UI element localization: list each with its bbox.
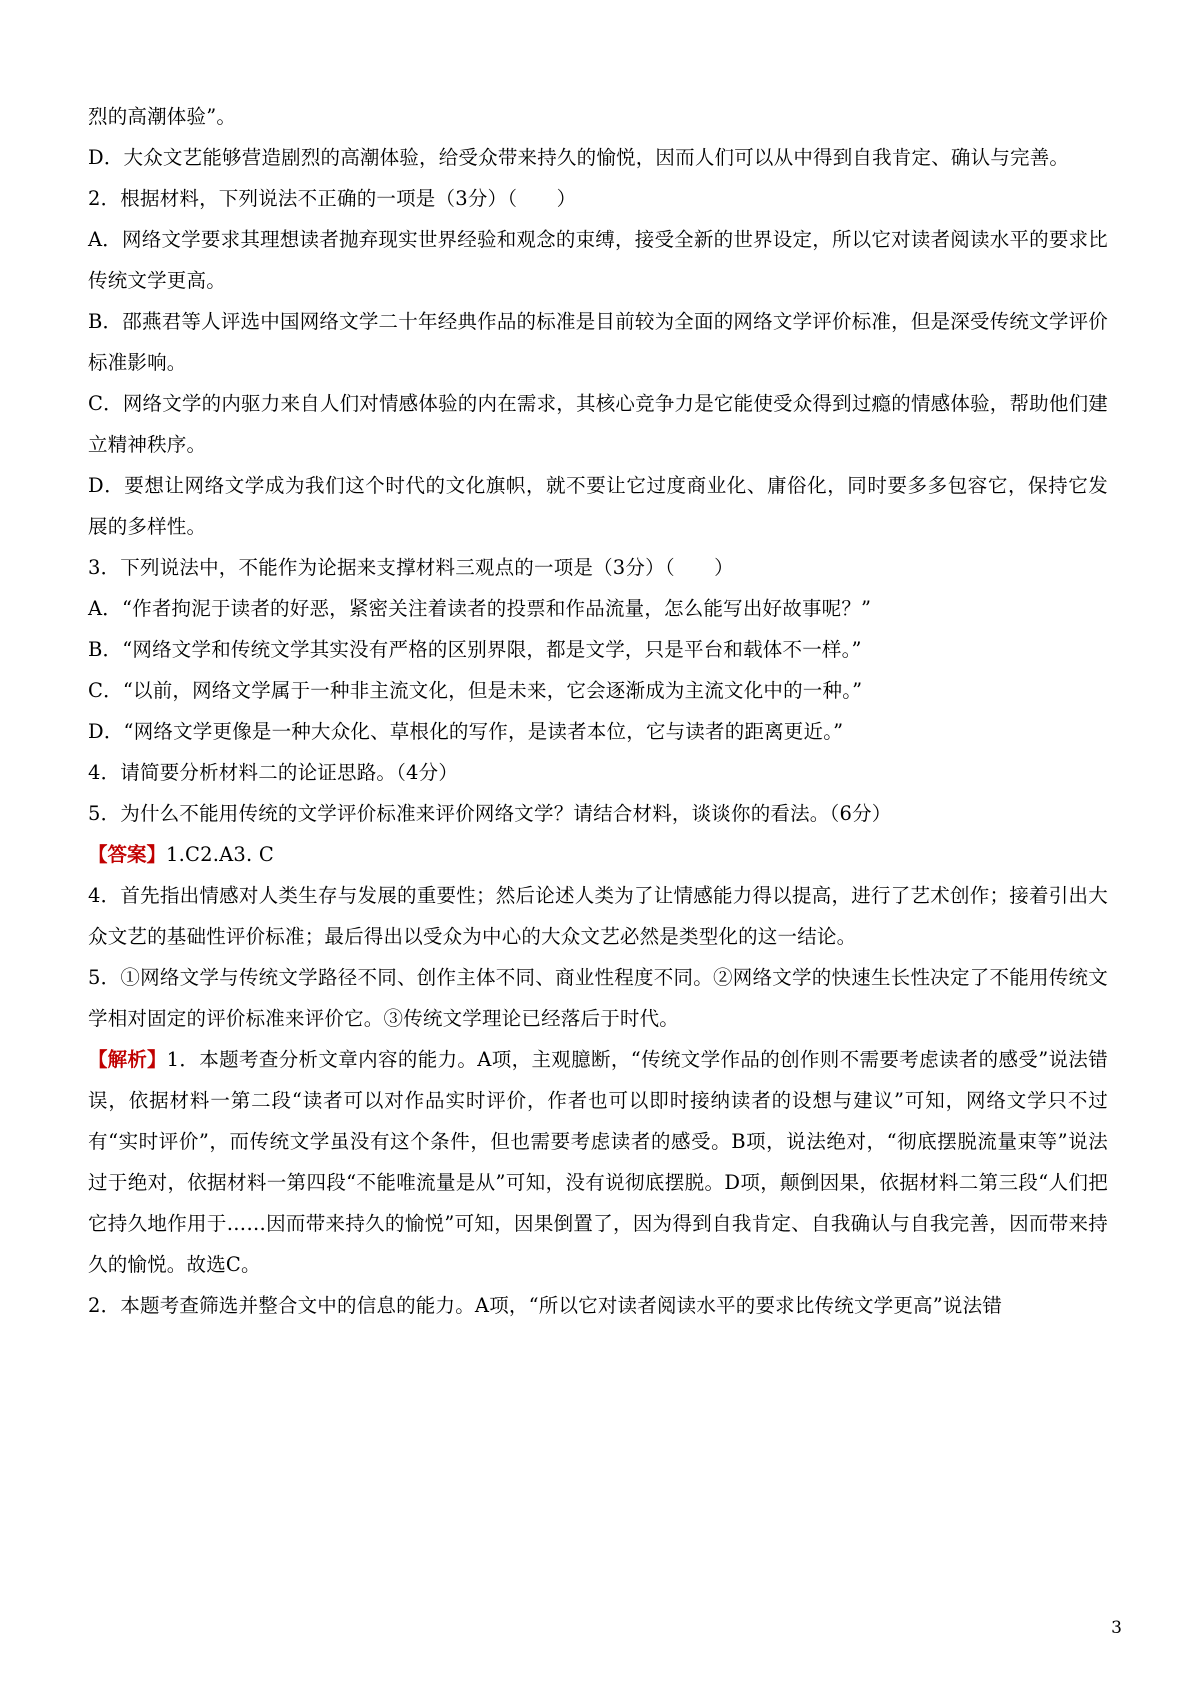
choice-option-2b: B．邵燕君等人评选中国网络文学二十年经典作品的标准是目前较为全面的网络文学评价标准，但是深受传统文学评价标准影响。 — [88, 310, 1108, 374]
question-3-stem: 3．下列说法中，不能作为论据来支撑材料三观点的一项是（3分）（ ） — [88, 556, 734, 579]
question-2-stem: 2．根据材料，下列说法不正确的一项是（3分）（ ） — [88, 187, 577, 210]
choice-option-1d: D．大众文艺能够营造剧烈的高潮体验，给受众带来持久的愉悦，因而人们可以从中得到自我肯定、确认与完善。 — [88, 146, 1070, 169]
question-4-stem: 4．请简要分析材料二的论证思路。（4分） — [88, 761, 459, 784]
choice-option-2d: D．要想让网络文学成为我们这个时代的文化旗帜，就不要让它过度商业化、庸俗化，同时要多多包容它，保持它发展的多样性。 — [88, 474, 1108, 538]
answer-4-text: 4．首先指出情感对人类生存与发展的重要性；然后论述人类为了让情感能力得以提高，进行了艺术创作；接着引出大众文艺的基础性评价标准；最后得出以受众为中心的大众文艺必然是类型化的这一结论。 — [88, 884, 1108, 948]
answer-label: 【答案】 — [88, 843, 167, 866]
explanation-block — [88, 1039, 1108, 1285]
explanation-2-text: 2．本题考查筛选并整合文中的信息的能力。A项，“所以它对读者阅读水平的要求比传统文学更高”说法错 — [88, 1294, 1003, 1317]
explanation-text: 1．本题考查分析文章内容的能力。A项，主观臆断，“传统文学作品的创作则不需要考虑读者的感受”说法错误，依据材料一第二段“读者可以对作品实时评价，作者也可以即时接纳读者的设想与建议”可知，网络文学只不过有“实时评价”，而传统文学虽没有这个条件，但也需要考虑读者的感受。B项，说法绝对，“彻底摆脱流量束等”说法过于绝对，依据材料一第四段“不能唯流量是从”可知，没有说彻底摆脱。D项，颠倒因果，依据材料二第三段“人们把它持久地作用于……因而带来持久的愉悦”可知，因果倒置了，因为得到自我肯定、自我确认与自我完善，因而带来持久的愉悦。故选C。 — [88, 1048, 1108, 1276]
choice-option-3a: A．“作者拘泥于读者的好恶，紧密关注着读者的投票和作品流量，怎么能写出好故事呢？” — [88, 597, 872, 620]
page-number: 3 — [1111, 1618, 1122, 1638]
answer-block — [88, 834, 1108, 875]
document-body — [88, 96, 1108, 1326]
choice-option-2a: A．网络文学要求其理想读者抛弃现实世界经验和观念的束缚，接受全新的世界设定，所以它对读者阅读水平的要求比传统文学更高。 — [88, 228, 1108, 292]
answer-text: 1.C2.A3. C — [166, 843, 274, 866]
answer-5-text: 5．①网络文学与传统文学路径不同、创作主体不同、商业性程度不同。②网络文学的快速生长性决定了不能用传统文学相对固定的评价标准来评价它。③传统文学理论已经落后于时代。 — [88, 966, 1108, 1030]
choice-option-2c: C．网络文学的内驱力来自人们对情感体验的内在需求，其核心竞争力是它能使受众得到过瘾的情感体验，帮助他们建立精神秩序。 — [88, 392, 1108, 456]
choice-option-3b: B．“网络文学和传统文学其实没有严格的区别界限，都是文学，只是平台和载体不一样。” — [88, 638, 862, 661]
question-5-stem: 5．为什么不能用传统的文学评价标准来评价网络文学？请结合材料，谈谈你的看法。（6分） — [88, 802, 892, 825]
choice-option-3c: C．“以前，网络文学属于一种非主流文化，但是未来，它会逐渐成为主流文化中的一种。” — [88, 679, 863, 702]
explanation-label: 【解析】 — [88, 1048, 167, 1071]
paragraph-continuation: 烈的高潮体验”。 — [88, 105, 237, 128]
choice-option-3d: D．“网络文学更像是一种大众化、草根化的写作，是读者本位，它与读者的距离更近。” — [88, 720, 844, 743]
